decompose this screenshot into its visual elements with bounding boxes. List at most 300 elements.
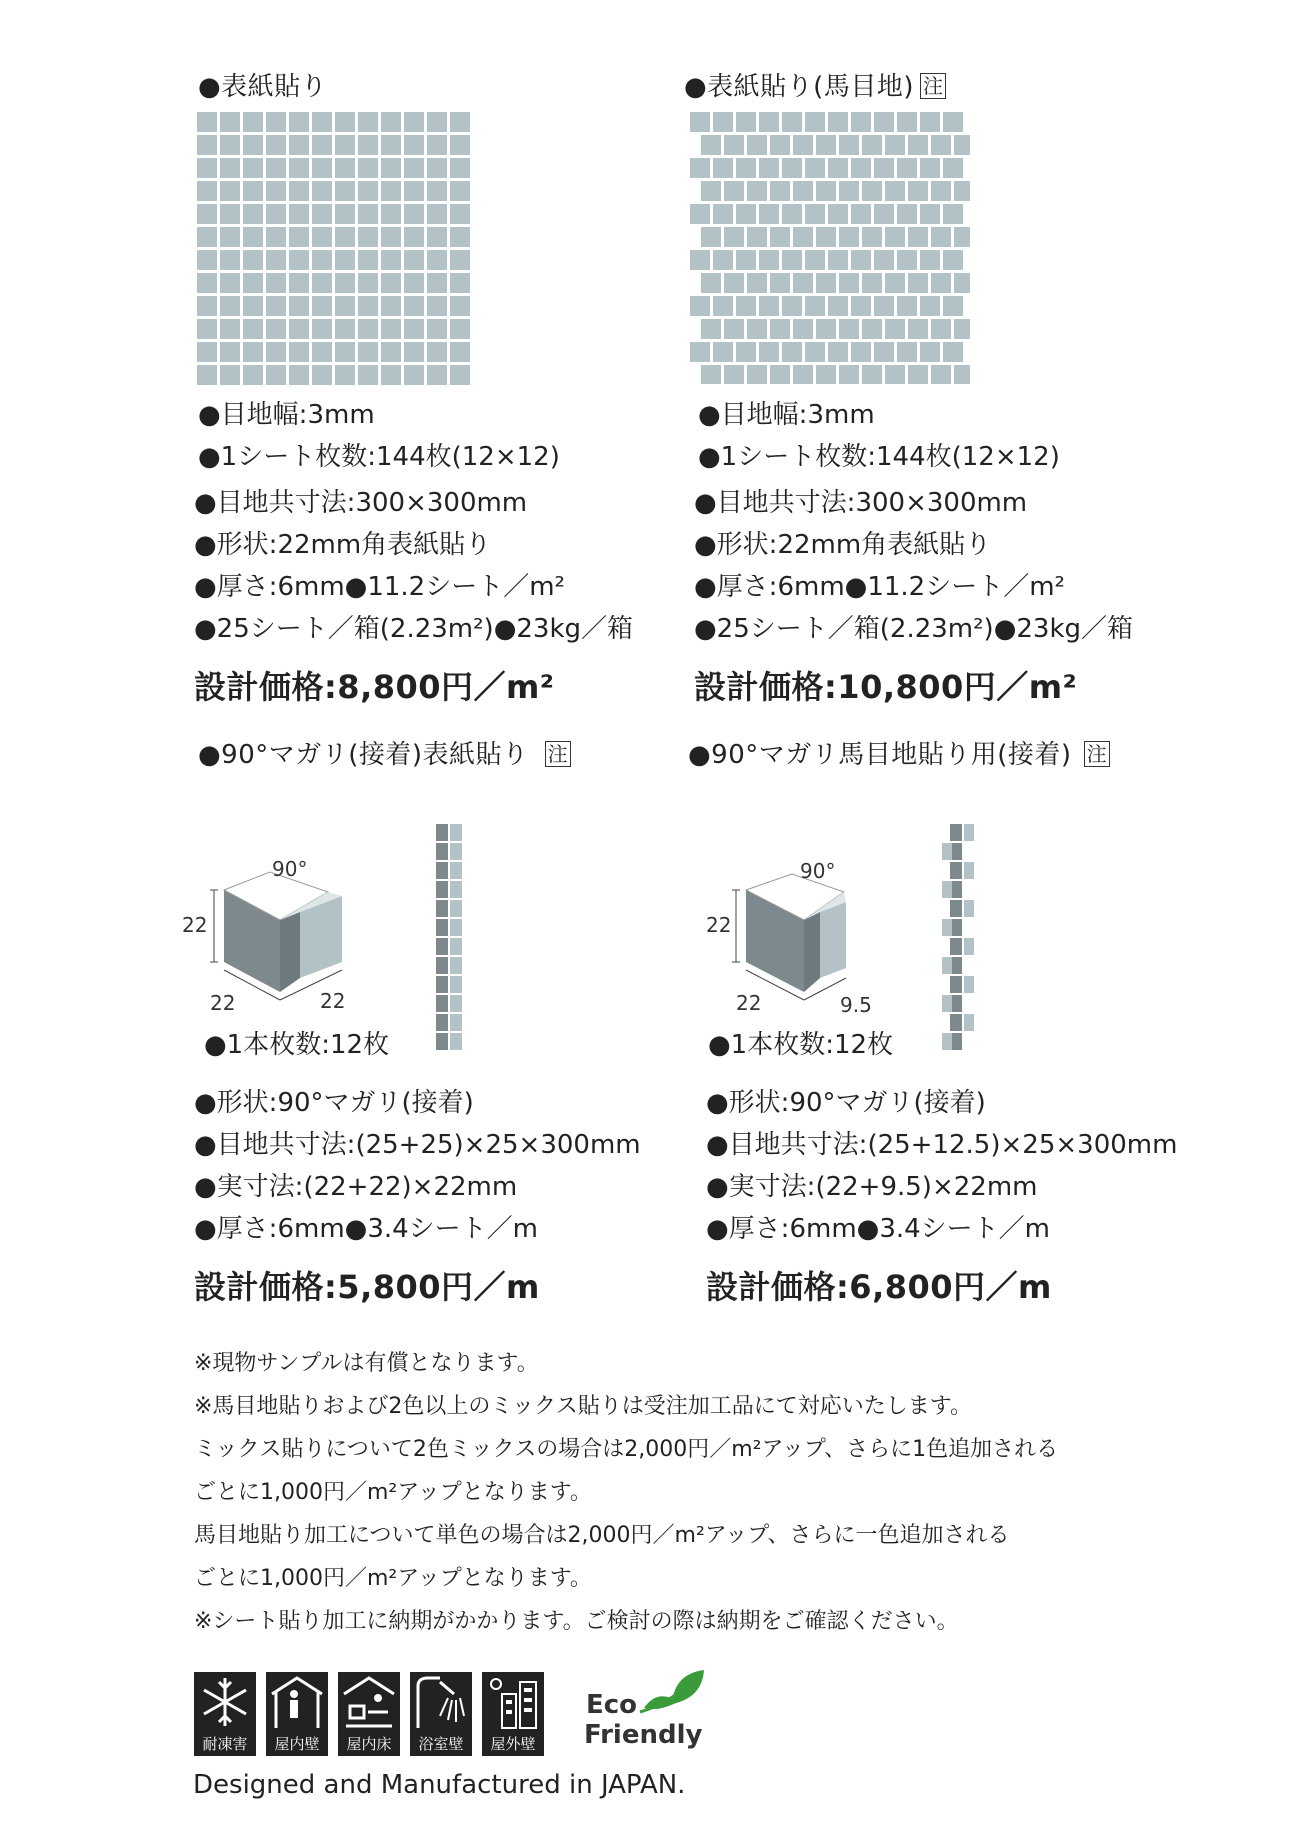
tile — [816, 135, 836, 155]
tile — [243, 250, 263, 270]
note-line: ※シート貼り加工に納期がかかります。ご検討の際は納期をご確認ください。 — [194, 1609, 959, 1634]
tile — [793, 135, 813, 155]
tile — [335, 227, 355, 247]
tile — [724, 273, 744, 293]
tile — [943, 112, 963, 132]
indoor-wall-icon — [266, 1672, 328, 1756]
tile — [851, 296, 871, 316]
strip-tile — [964, 824, 974, 841]
tile — [862, 273, 882, 293]
eco-friendly-logo — [584, 1690, 714, 1760]
tile — [220, 365, 240, 385]
tile — [920, 204, 940, 224]
tile — [839, 319, 859, 339]
strip-tile — [436, 881, 448, 898]
tile — [266, 365, 286, 385]
tile — [805, 158, 825, 178]
tile — [289, 296, 309, 316]
tile — [243, 365, 263, 385]
strip-tile — [436, 938, 448, 955]
strip-tile — [964, 900, 974, 917]
tile — [335, 135, 355, 155]
tile — [289, 273, 309, 293]
tile — [747, 273, 767, 293]
title-text: ●表紙貼り(馬目地) — [684, 72, 914, 102]
tile — [358, 342, 378, 362]
tile — [874, 250, 894, 270]
spec-line: ●目地共寸法:300×300mm — [194, 488, 528, 518]
tile — [851, 204, 871, 224]
tile — [828, 204, 848, 224]
tile — [862, 365, 882, 384]
tile — [874, 296, 894, 316]
tile — [816, 365, 836, 384]
tile — [381, 204, 401, 224]
tile — [724, 227, 744, 247]
tile — [897, 342, 917, 362]
tile — [289, 181, 309, 201]
tile — [404, 112, 424, 132]
tile — [770, 365, 790, 384]
product-3-count: ●1本枚数:12枚 — [204, 1030, 390, 1060]
product-4-strip — [940, 816, 984, 1060]
indoor-floor-icon — [338, 1672, 400, 1756]
tile — [266, 273, 286, 293]
tile — [358, 204, 378, 224]
tile — [266, 135, 286, 155]
product-4-specs-b — [706, 1082, 1177, 1250]
strip-tile — [436, 862, 448, 879]
tile — [690, 158, 710, 178]
product-3-title — [198, 734, 571, 771]
tile — [427, 181, 447, 201]
tile — [713, 204, 733, 224]
tile — [404, 365, 424, 385]
tile — [381, 250, 401, 270]
tile — [839, 135, 859, 155]
strip-tile — [942, 881, 952, 898]
tile — [862, 181, 882, 201]
tile — [770, 319, 790, 339]
tile — [908, 273, 928, 293]
tile — [335, 296, 355, 316]
strip-tile — [450, 862, 462, 879]
spec-line: ●1シート枚数:144枚(12×12) — [198, 442, 560, 472]
tile — [874, 158, 894, 178]
note-badge: 注 — [545, 741, 572, 767]
tile — [770, 273, 790, 293]
tile — [851, 250, 871, 270]
tile — [943, 250, 963, 270]
tile — [266, 319, 286, 339]
spec-line: ●実寸法:(22+9.5)×22mm — [706, 1172, 1038, 1202]
tile — [931, 273, 951, 293]
tile — [335, 158, 355, 178]
strip-tile — [964, 1014, 974, 1031]
tile — [266, 112, 286, 132]
tile — [243, 296, 263, 316]
tile — [404, 204, 424, 224]
tile — [724, 319, 744, 339]
strip-tile — [942, 957, 952, 974]
icon-label: 屋内壁 — [274, 1735, 320, 1753]
tile — [427, 135, 447, 155]
tile — [312, 273, 332, 293]
tile — [736, 342, 756, 362]
tile — [312, 250, 332, 270]
tile — [816, 273, 836, 293]
tile — [335, 250, 355, 270]
tile — [243, 204, 263, 224]
product-1-specs-a — [198, 394, 560, 478]
tile — [908, 181, 928, 201]
tile — [862, 135, 882, 155]
tile — [427, 342, 447, 362]
tile — [770, 135, 790, 155]
tile — [358, 181, 378, 201]
tile — [312, 181, 332, 201]
tile — [450, 158, 470, 178]
strip-tile — [436, 900, 448, 917]
product-2-title — [684, 66, 946, 103]
tile — [885, 319, 905, 339]
icon-label: 浴室壁 — [418, 1735, 464, 1753]
spec-line: ●目地共寸法:(25+25)×25×300mm — [194, 1130, 641, 1160]
tile — [874, 342, 894, 362]
tile — [450, 365, 470, 385]
tile — [335, 181, 355, 201]
strip-tile — [950, 976, 962, 993]
tile — [450, 319, 470, 339]
tile — [874, 204, 894, 224]
tile — [197, 204, 217, 224]
dim-left: 22 — [736, 991, 762, 1015]
tile — [450, 227, 470, 247]
tile — [197, 227, 217, 247]
tile — [404, 319, 424, 339]
tile — [954, 319, 970, 339]
tile — [724, 135, 744, 155]
tile — [793, 365, 813, 384]
tile — [197, 158, 217, 178]
tile — [747, 319, 767, 339]
tile — [908, 135, 928, 155]
product-2-specs-b — [694, 482, 1133, 650]
tile — [782, 296, 802, 316]
tile — [335, 112, 355, 132]
product-2-price: 設計価格:10,800円／m² — [694, 668, 1078, 706]
icon-label: 屋内床 — [346, 1735, 392, 1753]
tile — [954, 135, 970, 155]
tile — [427, 273, 447, 293]
tile — [197, 342, 217, 362]
tile — [427, 204, 447, 224]
tile — [197, 181, 217, 201]
tile — [358, 112, 378, 132]
tile — [713, 250, 733, 270]
note-badge: 注 — [920, 73, 947, 99]
tile — [736, 250, 756, 270]
tile — [335, 273, 355, 293]
tile — [450, 112, 470, 132]
strip-tile — [436, 1033, 448, 1050]
tile — [759, 342, 779, 362]
icon-label: 屋外壁 — [490, 1735, 536, 1753]
tile — [450, 135, 470, 155]
product-3-strip — [430, 816, 470, 1060]
tile — [713, 342, 733, 362]
product-1-tile-sheet — [197, 112, 473, 388]
tile — [908, 227, 928, 247]
note-line: ごとに1,000円／m²アップとなります。 — [194, 1566, 592, 1591]
tile — [266, 181, 286, 201]
tile — [885, 181, 905, 201]
tile — [943, 158, 963, 178]
dim-height: 22 — [706, 913, 732, 937]
strip-tile — [950, 900, 962, 917]
tile — [851, 112, 871, 132]
tile — [358, 250, 378, 270]
tile — [243, 227, 263, 247]
tile — [266, 342, 286, 362]
tile — [908, 365, 928, 384]
strip-tile — [942, 843, 952, 860]
strip-tile — [436, 995, 448, 1012]
tile — [713, 112, 733, 132]
tile — [404, 158, 424, 178]
tile — [358, 296, 378, 316]
strip-tile — [950, 862, 962, 879]
tile — [358, 273, 378, 293]
tile — [450, 273, 470, 293]
tile — [289, 227, 309, 247]
tile — [759, 250, 779, 270]
tile — [312, 227, 332, 247]
icon-label: 耐凍害 — [202, 1735, 248, 1753]
tile — [920, 158, 940, 178]
tile — [851, 158, 871, 178]
tile — [243, 319, 263, 339]
tile — [759, 158, 779, 178]
tile — [701, 273, 721, 293]
tile — [713, 296, 733, 316]
strip-tile — [950, 938, 962, 955]
spec-line: ●25シート／箱(2.23m²)●23kg／箱 — [694, 614, 1134, 644]
strip-tile — [436, 957, 448, 974]
spec-line: ●厚さ:6mm●11.2シート／m² — [194, 572, 565, 602]
title-text: ●90°マガリ(接着)表紙貼り — [198, 740, 529, 770]
tile — [816, 227, 836, 247]
tile — [243, 112, 263, 132]
tile — [358, 135, 378, 155]
tile — [427, 296, 447, 316]
tile — [736, 112, 756, 132]
tile — [943, 342, 963, 362]
tile — [220, 135, 240, 155]
tile — [427, 158, 447, 178]
tile — [450, 342, 470, 362]
tile — [931, 135, 951, 155]
tile — [266, 250, 286, 270]
tile — [690, 342, 710, 362]
spec-line: ●厚さ:6mm●11.2シート／m² — [694, 572, 1065, 602]
strip-tile — [450, 900, 462, 917]
tile — [335, 342, 355, 362]
dim-right: 22 — [320, 989, 346, 1013]
spec-line: ●形状:90°マガリ(接着) — [194, 1088, 474, 1118]
tile — [897, 112, 917, 132]
tile — [312, 158, 332, 178]
tile — [289, 365, 309, 385]
tile — [427, 227, 447, 247]
tile — [931, 365, 951, 384]
tile — [289, 204, 309, 224]
strip-tile — [950, 1014, 962, 1031]
tile — [266, 158, 286, 178]
tile — [381, 365, 401, 385]
tile — [381, 227, 401, 247]
tile — [427, 250, 447, 270]
tile — [828, 158, 848, 178]
tile — [312, 204, 332, 224]
dim-angle: 90° — [272, 857, 308, 881]
eco-line1: Eco — [586, 1690, 638, 1720]
note-line: ごとに1,000円／m²アップとなります。 — [194, 1480, 592, 1505]
product-4-count: ●1本枚数:12枚 — [708, 1030, 894, 1060]
tile — [920, 342, 940, 362]
strip-tile — [450, 938, 462, 955]
spec-line: ●形状:22mm角表紙貼り — [694, 530, 992, 560]
tile — [220, 342, 240, 362]
tile — [805, 342, 825, 362]
tile — [289, 342, 309, 362]
tile — [759, 296, 779, 316]
strip-tile — [450, 995, 462, 1012]
product-1-title: ●表紙貼り — [198, 72, 328, 102]
product-4-title — [688, 734, 1110, 771]
spec-line: ●厚さ:6mm●3.4シート／m — [194, 1214, 539, 1244]
tile — [805, 250, 825, 270]
tile — [770, 227, 790, 247]
tile — [243, 181, 263, 201]
tile — [862, 319, 882, 339]
strip-tile — [450, 843, 462, 860]
tile — [816, 319, 836, 339]
strip-tile — [436, 976, 448, 993]
tile — [220, 227, 240, 247]
tile — [197, 135, 217, 155]
tile — [897, 250, 917, 270]
tile — [885, 365, 905, 384]
tile — [358, 227, 378, 247]
spec-line: ●目地共寸法:(25+12.5)×25×300mm — [706, 1130, 1178, 1160]
tile — [197, 365, 217, 385]
tile — [312, 319, 332, 339]
tile — [839, 365, 859, 384]
tile — [243, 158, 263, 178]
tile — [724, 181, 744, 201]
tile — [220, 204, 240, 224]
tile — [220, 181, 240, 201]
spec-line: ●目地幅:3mm — [198, 400, 375, 430]
snowflake-icon — [194, 1672, 256, 1756]
tile — [828, 342, 848, 362]
product-4-price: 設計価格:6,800円／m — [706, 1268, 1052, 1306]
strip-tile — [942, 919, 952, 936]
tile — [289, 319, 309, 339]
tile — [885, 227, 905, 247]
tile — [701, 181, 721, 201]
product-1-specs-b — [194, 482, 633, 650]
title-text: ●90°マガリ馬目地貼り用(接着) — [688, 740, 1072, 770]
tile — [805, 204, 825, 224]
strip-tile — [950, 824, 962, 841]
tile — [828, 296, 848, 316]
note-line: 馬目地貼り加工について単色の場合は2,000円／m²アップ、さらに一色追加される — [194, 1523, 1010, 1548]
tile — [404, 342, 424, 362]
tile — [220, 273, 240, 293]
tile — [381, 181, 401, 201]
spec-line: ●25シート／箱(2.23m²)●23kg／箱 — [194, 614, 634, 644]
tile — [874, 112, 894, 132]
tile — [381, 135, 401, 155]
dim-left: 22 — [210, 991, 236, 1015]
strip-tile — [942, 1033, 952, 1050]
tile — [427, 319, 447, 339]
tile — [943, 296, 963, 316]
strip-tile — [450, 824, 462, 841]
tile — [782, 204, 802, 224]
tile — [862, 227, 882, 247]
tile — [197, 319, 217, 339]
spec-line: ●目地幅:3mm — [698, 400, 875, 430]
tile — [724, 365, 744, 384]
tile — [243, 135, 263, 155]
tile — [805, 296, 825, 316]
tile — [335, 365, 355, 385]
tile — [289, 250, 309, 270]
product-3-corner-diagram — [170, 850, 370, 1020]
tile — [450, 250, 470, 270]
tile — [701, 319, 721, 339]
tile — [782, 112, 802, 132]
tile — [381, 273, 401, 293]
strip-tile — [436, 824, 448, 841]
tile — [358, 365, 378, 385]
tile — [289, 135, 309, 155]
tile — [404, 273, 424, 293]
tile — [747, 135, 767, 155]
strip-tile — [450, 881, 462, 898]
tile — [381, 296, 401, 316]
tile — [736, 158, 756, 178]
strip-tile — [964, 976, 974, 993]
tile — [713, 158, 733, 178]
tile — [220, 296, 240, 316]
spec-line: ●形状:22mm角表紙貼り — [194, 530, 492, 560]
tile — [931, 227, 951, 247]
tile — [782, 250, 802, 270]
footer-text: Designed and Manufactured in JAPAN. — [193, 1770, 686, 1800]
spec-line: ●1シート枚数:144枚(12×12) — [698, 442, 1060, 472]
strip-tile — [450, 976, 462, 993]
tile — [816, 181, 836, 201]
tile — [358, 158, 378, 178]
tile — [885, 135, 905, 155]
shower-icon — [410, 1672, 472, 1756]
note-line: ミックス貼りについて2色ミックスの場合は2,000円／m²アップ、さらに1色追加される — [194, 1437, 1059, 1462]
tile — [747, 365, 767, 384]
